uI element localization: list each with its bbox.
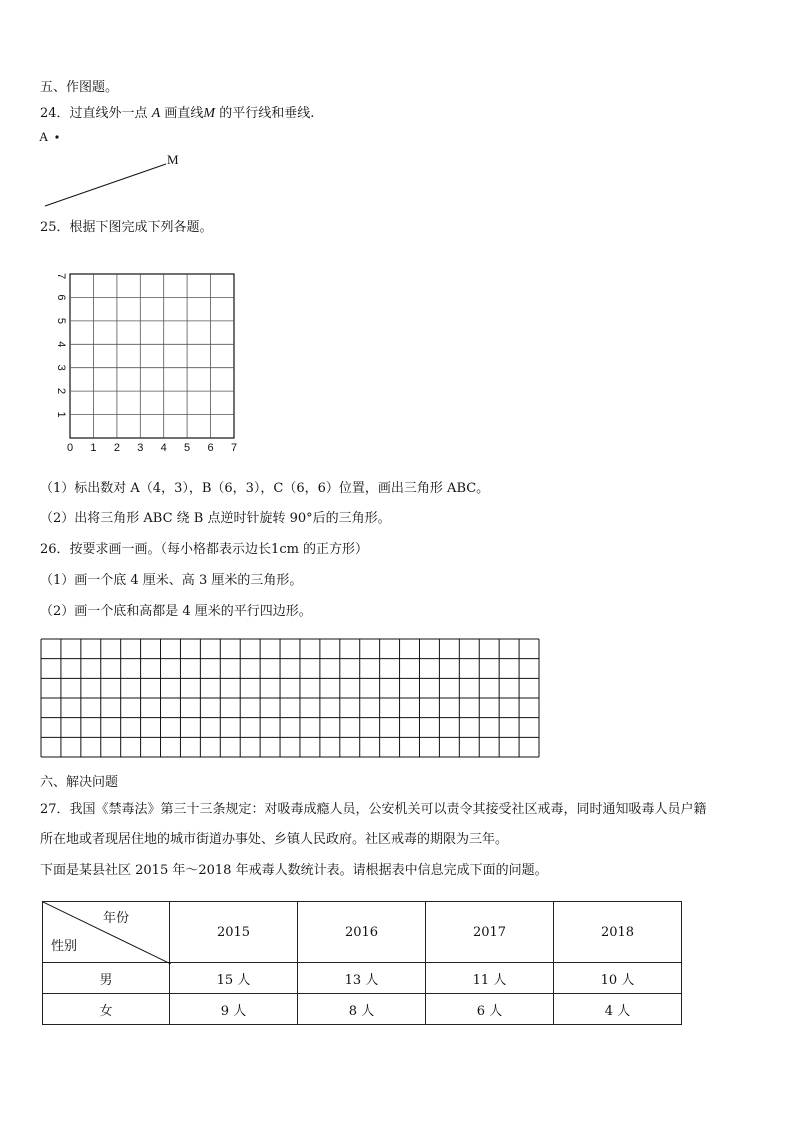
x-tick-2: 2 [113, 442, 120, 454]
table-row-male [43, 963, 682, 994]
x-tick-3: 3 [137, 442, 144, 454]
q25-grid-lines [70, 274, 234, 438]
q26-square-grid [40, 638, 542, 760]
x-tick-0: 0 [66, 442, 74, 454]
male-2017: 11 人 [426, 963, 554, 994]
x-tick-5: 5 [184, 442, 191, 454]
year-2015: 2015 [170, 902, 298, 963]
female-2018: 4 人 [554, 994, 682, 1025]
section-6-title: 六、解决问题 [40, 775, 119, 790]
y-tick-6: 6 [55, 294, 67, 301]
q24-figure-line-label: M [167, 152, 179, 167]
female-2016: 8 人 [298, 994, 426, 1025]
q27-line-3: 下面是某县社区 2015 年～2018 年戒毒人数统计表。请根据表中信息完成下面的问题。 [40, 863, 548, 878]
year-2018: 2018 [554, 902, 682, 963]
question-26: 26．按要求画一画。（每小格都表示边长1cm 的正方形） [40, 542, 369, 557]
y-tick-2: 2 [54, 388, 67, 395]
row-label-female: 女 [43, 994, 170, 1025]
q24-figure [38, 126, 198, 212]
female-2015: 9 人 [170, 994, 298, 1025]
q24-line [45, 164, 166, 206]
q27-line-1: 27．我国《禁毒法》第三十三条规定：对吸毒成瘾人员，公安机关可以责令其接受社区戒毒，同时通知吸毒人员户籍 [40, 802, 707, 817]
q25-sub-2: （2）出将三角形 ABC 绕 B 点逆时针旋转 90°后的三角形。 [40, 511, 391, 526]
x-tick-6: 6 [207, 442, 214, 454]
section-5-title: 五、作图题。 [40, 80, 119, 95]
q26-sub-2: （2）画一个底和高都是 4 厘米的平行四边形。 [40, 604, 312, 619]
q27-statistics-table [42, 901, 682, 1025]
question-24 [40, 106, 314, 122]
y-tick-5: 5 [55, 317, 67, 324]
male-2016: 13 人 [298, 963, 426, 994]
y-tick-4: 4 [55, 341, 67, 348]
male-2015: 15 人 [170, 963, 298, 994]
q24-line-m: M [203, 106, 216, 121]
q24-number: 24． [40, 106, 70, 121]
x-tick-1: 1 [90, 442, 97, 454]
q24-text-b: 画直线 [164, 106, 204, 121]
y-tick-1: 1 [55, 411, 67, 418]
q24-text-a: 过直线外一点 [69, 106, 148, 121]
x-tick-4: 4 [160, 442, 167, 454]
header-gender-label: 性别 [51, 939, 78, 954]
table-header-row [43, 902, 682, 963]
x-tick-7: 7 [230, 442, 238, 454]
q26-sub-1: （1）画一个底 4 厘米、高 3 厘米的三角形。 [40, 573, 303, 588]
q24-point-dot [55, 135, 58, 138]
y-tick-3: 3 [55, 364, 67, 371]
question-25: 25．根据下图完成下列各题。 [40, 220, 213, 235]
male-2018: 10 人 [554, 963, 682, 994]
y-tick-7: 7 [55, 272, 67, 280]
year-2017: 2017 [426, 902, 554, 963]
q25-sub-1: （1）标出数对 A（4，3），B（6，3），C（6，6）位置，画出三角形 ABC。 [40, 481, 490, 496]
q24-text-c: 的平行线和垂线. [219, 106, 315, 121]
q25-grid-border [70, 274, 234, 438]
q24-point-a: A [151, 106, 161, 121]
table-row-female [43, 994, 682, 1025]
q25-coordinate-grid [50, 268, 250, 458]
row-label-male: 男 [43, 963, 170, 994]
female-2017: 6 人 [426, 994, 554, 1025]
q24-figure-point-label: A [39, 129, 49, 144]
table-diagonal-header [43, 902, 170, 963]
q27-line-2: 所在地或者现居住地的城市街道办事处、乡镇人民政府。社区戒毒的期限为三年。 [40, 832, 509, 847]
year-2016: 2016 [298, 902, 426, 963]
header-year-label: 年份 [102, 911, 129, 926]
